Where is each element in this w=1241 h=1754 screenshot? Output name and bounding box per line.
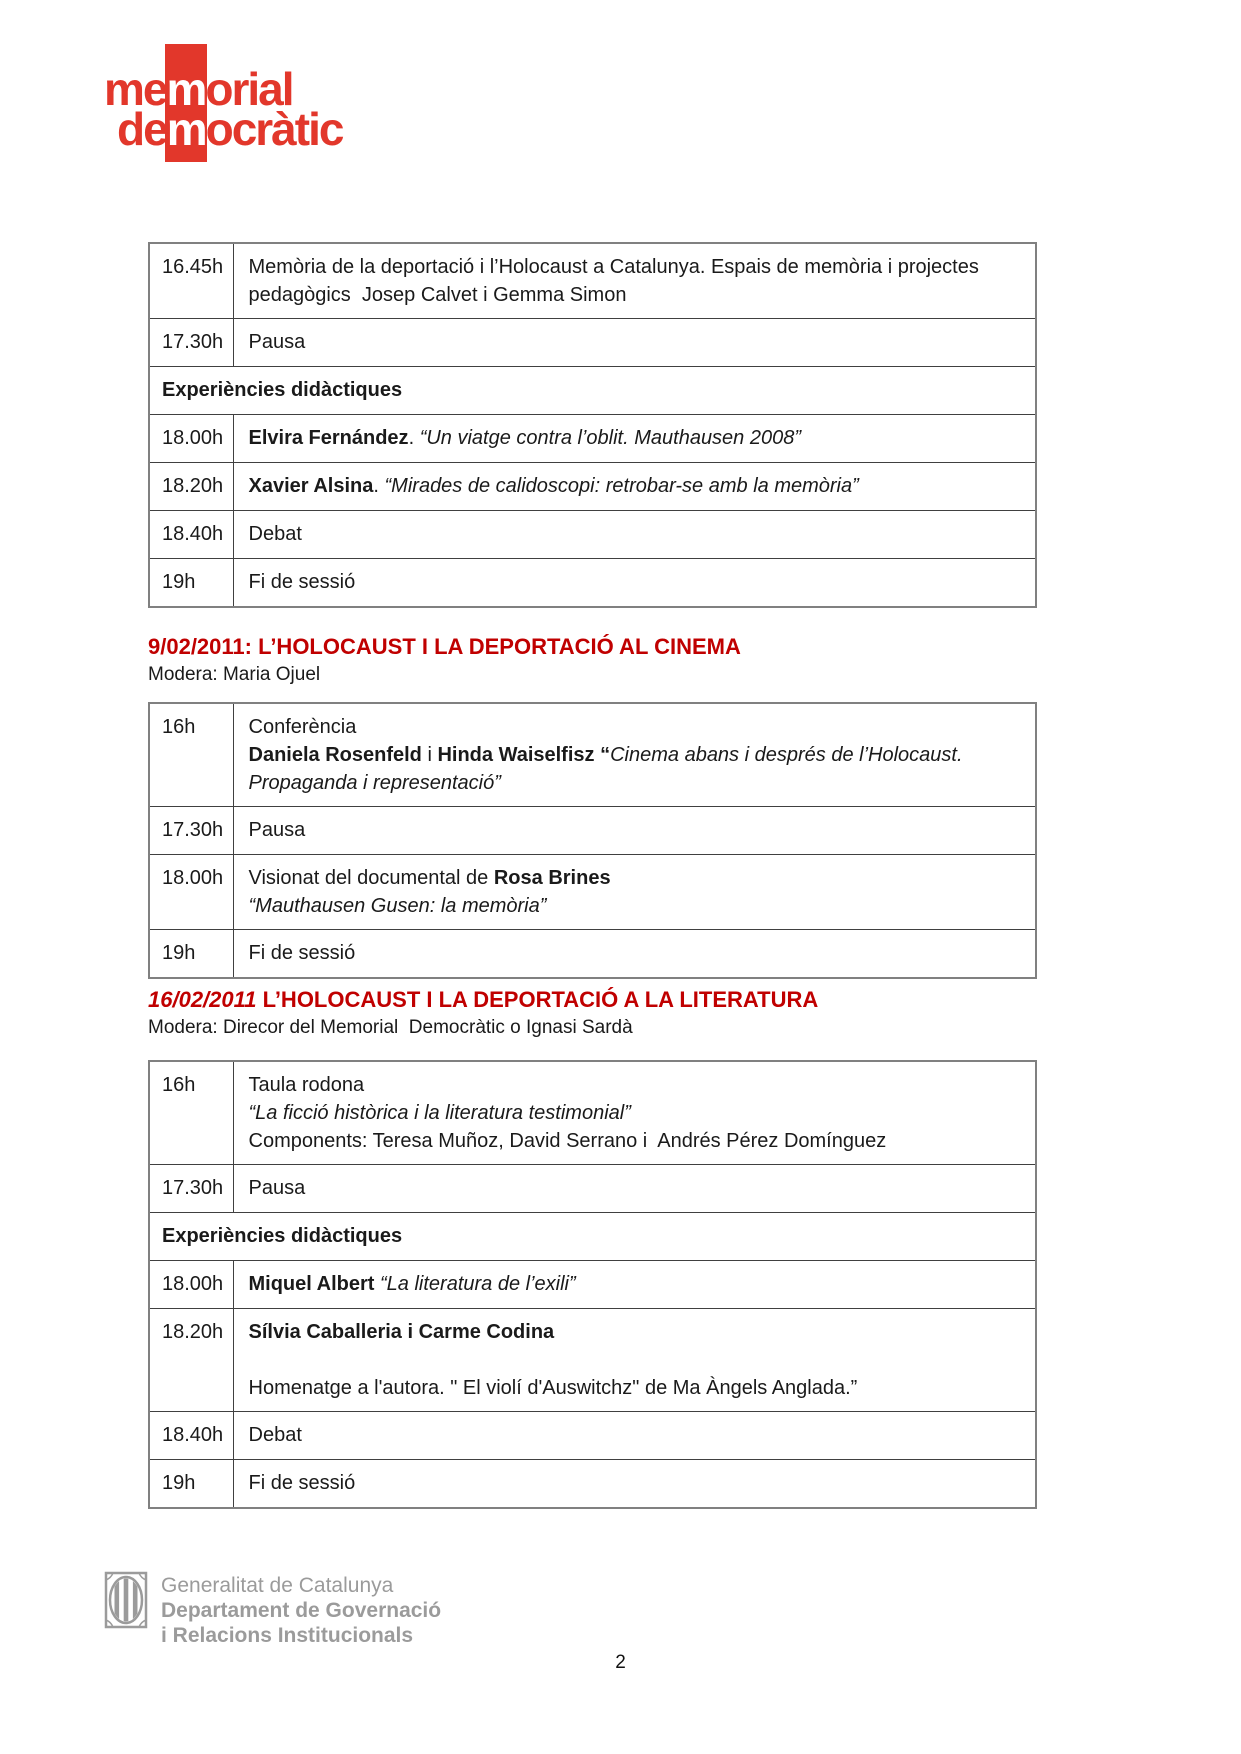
text-segment: i xyxy=(421,744,438,766)
text-segment: Experiències didàctiques xyxy=(162,379,403,401)
text-segment: Taula rodona xyxy=(248,1074,365,1096)
table-row xyxy=(149,1309,1036,1412)
event-cell xyxy=(233,1309,1036,1412)
time-cell: 18.00h xyxy=(149,855,233,930)
text-segment: Conferència xyxy=(248,716,357,738)
table-row xyxy=(149,1213,1036,1261)
text-segment: Debat xyxy=(248,1424,302,1446)
program-table-day1 xyxy=(148,242,1037,608)
text-segment: “La ficció històrica i la literatura testimonial” xyxy=(248,1102,631,1124)
page-number: 2 xyxy=(615,1652,626,1673)
time-cell: 19h xyxy=(149,1460,233,1508)
text-segment: Debat xyxy=(248,523,302,545)
text-segment: Pausa xyxy=(248,1177,306,1199)
time-cell: 17.30h xyxy=(149,319,233,367)
program-table-literatura xyxy=(148,1060,1037,1509)
table-row xyxy=(149,415,1036,463)
table-row xyxy=(149,807,1036,855)
session-2-block xyxy=(148,632,1148,688)
text-segment: Pausa xyxy=(248,819,306,841)
text-segment: Experiències didàctiques xyxy=(162,1225,403,1247)
table-row xyxy=(149,463,1036,511)
text-segment: “ xyxy=(600,744,611,766)
text-segment: . xyxy=(373,475,385,497)
session-3-block xyxy=(148,985,1148,1041)
time-cell: 18.00h xyxy=(149,415,233,463)
table-row xyxy=(149,1460,1036,1508)
text-segment: Rosa Brines xyxy=(493,867,611,889)
text-segment: Homenatge a l'autora. " El violí d'Auswitchz" de Ma Àngels Anglada.” xyxy=(248,1377,858,1399)
event-cell xyxy=(233,511,1036,559)
time-cell: 19h xyxy=(149,930,233,978)
table-row xyxy=(149,930,1036,978)
text-segment: “Mirades de calidoscopi: retrobar-se amb la memòria” xyxy=(384,475,859,497)
text-segment: Fi de sessió xyxy=(248,1472,356,1494)
time-cell: 16h xyxy=(149,703,233,807)
event-cell xyxy=(233,1412,1036,1460)
table-row xyxy=(149,1412,1036,1460)
event-cell xyxy=(233,319,1036,367)
table-row xyxy=(149,319,1036,367)
text-segment: Hinda Waiselfisz xyxy=(437,744,595,766)
table-row xyxy=(149,703,1036,807)
text-segment: 9/02/2011: L’HOLOCAUST I LA DEPORTACIÓ AL CINEMA xyxy=(148,634,741,659)
time-cell: 17.30h xyxy=(149,1165,233,1213)
program-table-cinema xyxy=(148,702,1037,979)
table-row xyxy=(149,855,1036,930)
text-segment: . xyxy=(408,427,420,449)
session-3-title xyxy=(148,985,1148,1015)
footer-line-departament: Departament de Governació xyxy=(161,1599,442,1622)
text-segment: Miquel Albert xyxy=(248,1273,375,1295)
event-cell xyxy=(233,463,1036,511)
memorial-democratic-logo xyxy=(100,42,460,172)
section-header-cell xyxy=(149,367,1036,415)
time-cell: 18.20h xyxy=(149,1309,233,1412)
time-cell: 16.45h xyxy=(149,243,233,319)
text-segment: “Mauthausen Gusen: la memòria” xyxy=(248,895,547,917)
time-cell: 18.40h xyxy=(149,1412,233,1460)
text-segment: Daniela Rosenfeld xyxy=(248,744,422,766)
event-cell xyxy=(233,559,1036,607)
table-row xyxy=(149,1261,1036,1309)
text-segment: Propaganda i representació” xyxy=(248,772,501,794)
footer-line-relacions: i Relacions Institucionals xyxy=(161,1624,414,1647)
text-segment: “La literatura de l’exili” xyxy=(380,1273,576,1295)
text-segment: 16/02/2011 xyxy=(148,987,257,1012)
text-segment: Pausa xyxy=(248,331,306,353)
time-cell: 17.30h xyxy=(149,807,233,855)
table-row xyxy=(149,367,1036,415)
event-cell xyxy=(233,930,1036,978)
footer-line-generalitat: Generalitat de Catalunya xyxy=(161,1574,394,1597)
text-segment: Fi de sessió xyxy=(248,942,356,964)
text-segment: Cinema abans i després de l’Holocaust. xyxy=(610,744,963,766)
event-cell xyxy=(233,807,1036,855)
logo-line-1: memorial xyxy=(104,63,293,115)
time-cell: 18.20h xyxy=(149,463,233,511)
text-segment: Memòria de la deportació i l’Holocaust a Catalunya. Espais de memòria i projectes pedagògics Josep Calvet i Gemma Simon xyxy=(248,256,985,306)
footer-text xyxy=(161,1570,441,1648)
event-cell xyxy=(233,415,1036,463)
table-row xyxy=(149,511,1036,559)
table-row xyxy=(149,559,1036,607)
event-cell xyxy=(233,1261,1036,1309)
event-cell xyxy=(233,243,1036,319)
event-cell xyxy=(233,1165,1036,1213)
event-cell xyxy=(233,1061,1036,1165)
time-cell: 16h xyxy=(149,1061,233,1165)
time-cell: 18.00h xyxy=(149,1261,233,1309)
section-header-cell xyxy=(149,1213,1036,1261)
text-segment: Visionat del documental de xyxy=(248,867,494,889)
time-cell: 19h xyxy=(149,559,233,607)
table-row xyxy=(149,1165,1036,1213)
event-cell xyxy=(233,1460,1036,1508)
session-3-moderator: Modera: Direcor del Memorial Democràtic o Ignasi Sardà xyxy=(148,1017,633,1038)
text-segment: “Un viatge contra l’oblit. Mauthausen 2008” xyxy=(419,427,802,449)
text-segment: Fi de sessió xyxy=(248,571,356,593)
text-segment: Sílvia Caballeria i Carme Codina xyxy=(248,1321,555,1343)
table-row xyxy=(149,1061,1036,1165)
session-2-title xyxy=(148,632,1148,662)
text-segment: L’HOLOCAUST I LA DEPORTACIÓ A LA LITERATURA xyxy=(256,987,819,1012)
logo-line-2: democràtic xyxy=(117,103,343,155)
text-segment: Xavier Alsina xyxy=(248,475,374,497)
text-segment: Components: Teresa Muñoz, David Serrano i Andrés Pérez Domínguez xyxy=(248,1130,887,1152)
event-cell xyxy=(233,703,1036,807)
text-segment: Elvira Fernández xyxy=(248,427,409,449)
event-cell xyxy=(233,855,1036,930)
footer xyxy=(103,1570,441,1648)
time-cell: 18.40h xyxy=(149,511,233,559)
session-2-moderator: Modera: Maria Ojuel xyxy=(148,664,321,685)
generalitat-shield-icon xyxy=(103,1570,149,1632)
table-row xyxy=(149,243,1036,319)
